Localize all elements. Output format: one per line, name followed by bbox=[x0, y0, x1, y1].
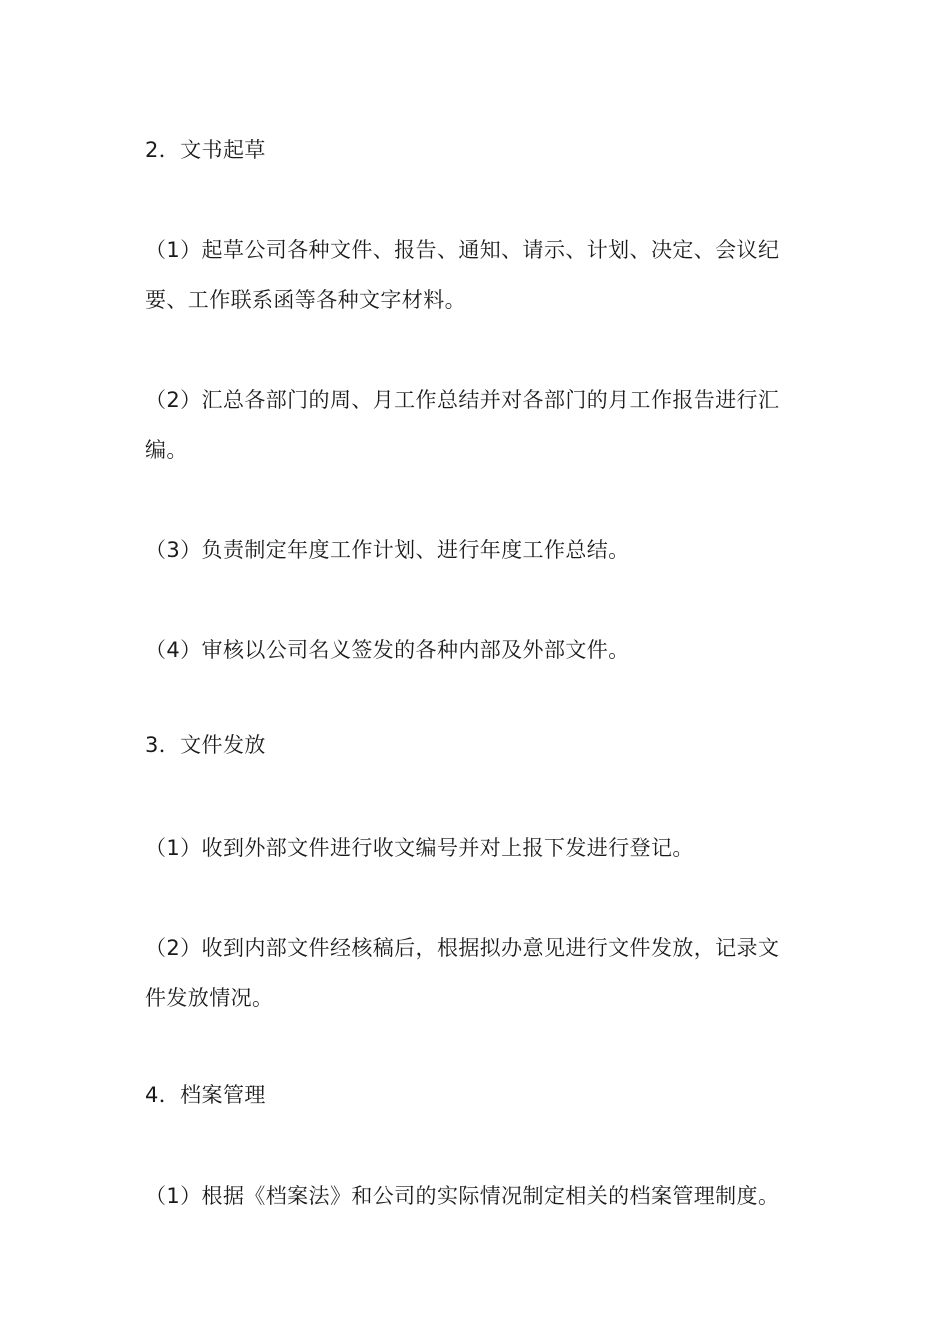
section-heading-3: 3．文件发放 bbox=[145, 733, 266, 757]
paragraph-2-1-line-1: （1）起草公司各种文件、报告、通知、请示、计划、决定、会议纪 bbox=[145, 238, 780, 262]
paragraph-2-2-line-2: 编。 bbox=[145, 438, 188, 462]
section-heading-4: 4．档案管理 bbox=[145, 1083, 266, 1107]
paragraph-4-1: （1）根据《档案法》和公司的实际情况制定相关的档案管理制度。 bbox=[145, 1184, 780, 1208]
paragraph-2-4: （4）审核以公司名义签发的各种内部及外部文件。 bbox=[145, 638, 630, 662]
paragraph-3-1: （1）收到外部文件进行收文编号并对上报下发进行登记。 bbox=[145, 836, 694, 860]
paragraph-2-3: （3）负责制定年度工作计划、进行年度工作总结。 bbox=[145, 538, 630, 562]
section-heading-2: 2．文书起草 bbox=[145, 138, 266, 162]
paragraph-2-1-line-2: 要、工作联系函等各种文字材料。 bbox=[145, 288, 466, 312]
paragraph-2-2-line-1: （2）汇总各部门的周、月工作总结并对各部门的月工作报告进行汇 bbox=[145, 388, 780, 412]
paragraph-3-2-line-1: （2）收到内部文件经核稿后，根据拟办意见进行文件发放，记录文 bbox=[145, 936, 780, 960]
paragraph-3-2-line-2: 件发放情况。 bbox=[145, 986, 274, 1010]
